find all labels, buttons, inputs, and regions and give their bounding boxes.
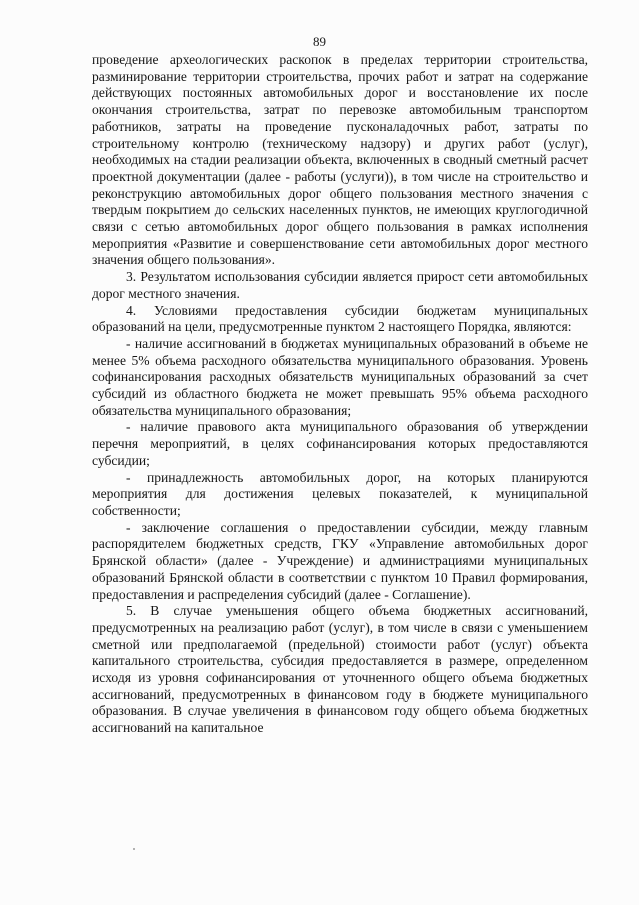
condition-road-ownership: - принадлежность автомобильных дорог, на которых планируются мероприятия для достижения целевых показателей, к муниципальной собственности; <box>92 469 588 518</box>
paragraph-item-3: 3. Результатом использования субсидии является прирост сети автомобильных дорог местного значения. <box>92 269 588 301</box>
condition-agreement: - заключение соглашения о предоставлении субсидии, между главным распорядителем бюджетных средств, ГКУ «Управление автомобильных дорог Брянской области» (далее - Учреждение) и администрациями муниципальных образований Брянской области в соответствии с пунктом 10 Правил формирования, предоставления и распределения субсидий (далее - Соглашение). <box>92 519 588 602</box>
paragraph-item-4: 4. Условиями предоставления субсидии бюджетам муниципальных образований на цели, предусмотренные пунктом 2 настоящего Порядка, являются: <box>92 302 588 335</box>
page-number: 89 <box>313 34 326 49</box>
scan-speck <box>133 848 135 850</box>
document-body <box>92 52 588 737</box>
paragraph-continuation: проведение археологических раскопок в пределах территории строительства, разминирование территории строительства, прочих работ и затрат на содержание действующих постоянных автомобильных дорог и восстановление их после окончания строительства, затрат по перевозке автомобильным транспортом работников, затраты на проведение пусконаладочных работ, затраты по строительному контролю (техническому надзору) и других работ (услуг), необходимых на стадии реализации объекта, включенных в сводный сметный расчет проектной документации (далее - работы (услуги)), в том числе на строительство и реконструкцию автомобильных дорог общего пользования местного значения с твердым покрытием до сельских населенных пунктов, не имеющих круглогодичной связи с сетью автомобильных дорог общего пользования в рамках исполнения мероприятия «Развитие и совершенствование сети автомобильных дорог местного значения общего пользования». <box>92 52 588 268</box>
condition-legal-act: - наличие правового акта муниципального образования об утверждении перечня мероприятий, в целях софинансирования которых предоставляются субсидии; <box>92 419 588 468</box>
condition-budget-allocations: - наличие ассигнований в бюджетах муниципальных образований в объеме не менее 5% объема расходного обязательства муниципального образования. Уровень софинансирования расходных обязательств муниципальных образований за счет субсидий из областного бюджета не может превышать 95% объема расходного обязательства муниципального образования; <box>92 335 588 418</box>
paragraph-item-5: 5. В случае уменьшения общего объема бюджетных ассигнований, предусмотренных на реализацию работ (услуг), в том числе в связи с уменьшением сметной или предполагаемой (предельной) стоимости работ (услуг) объекта капитального строительства, субсидия предоставляется в размере, определенном исходя из уровня софинансирования от уточненного общего объема бюджетных ассигнований, предусмотренных в финансовом году в бюджете муниципального образования. В случае увеличения в финансовом году общего объема бюджетных ассигнований на капитальное <box>92 603 588 736</box>
